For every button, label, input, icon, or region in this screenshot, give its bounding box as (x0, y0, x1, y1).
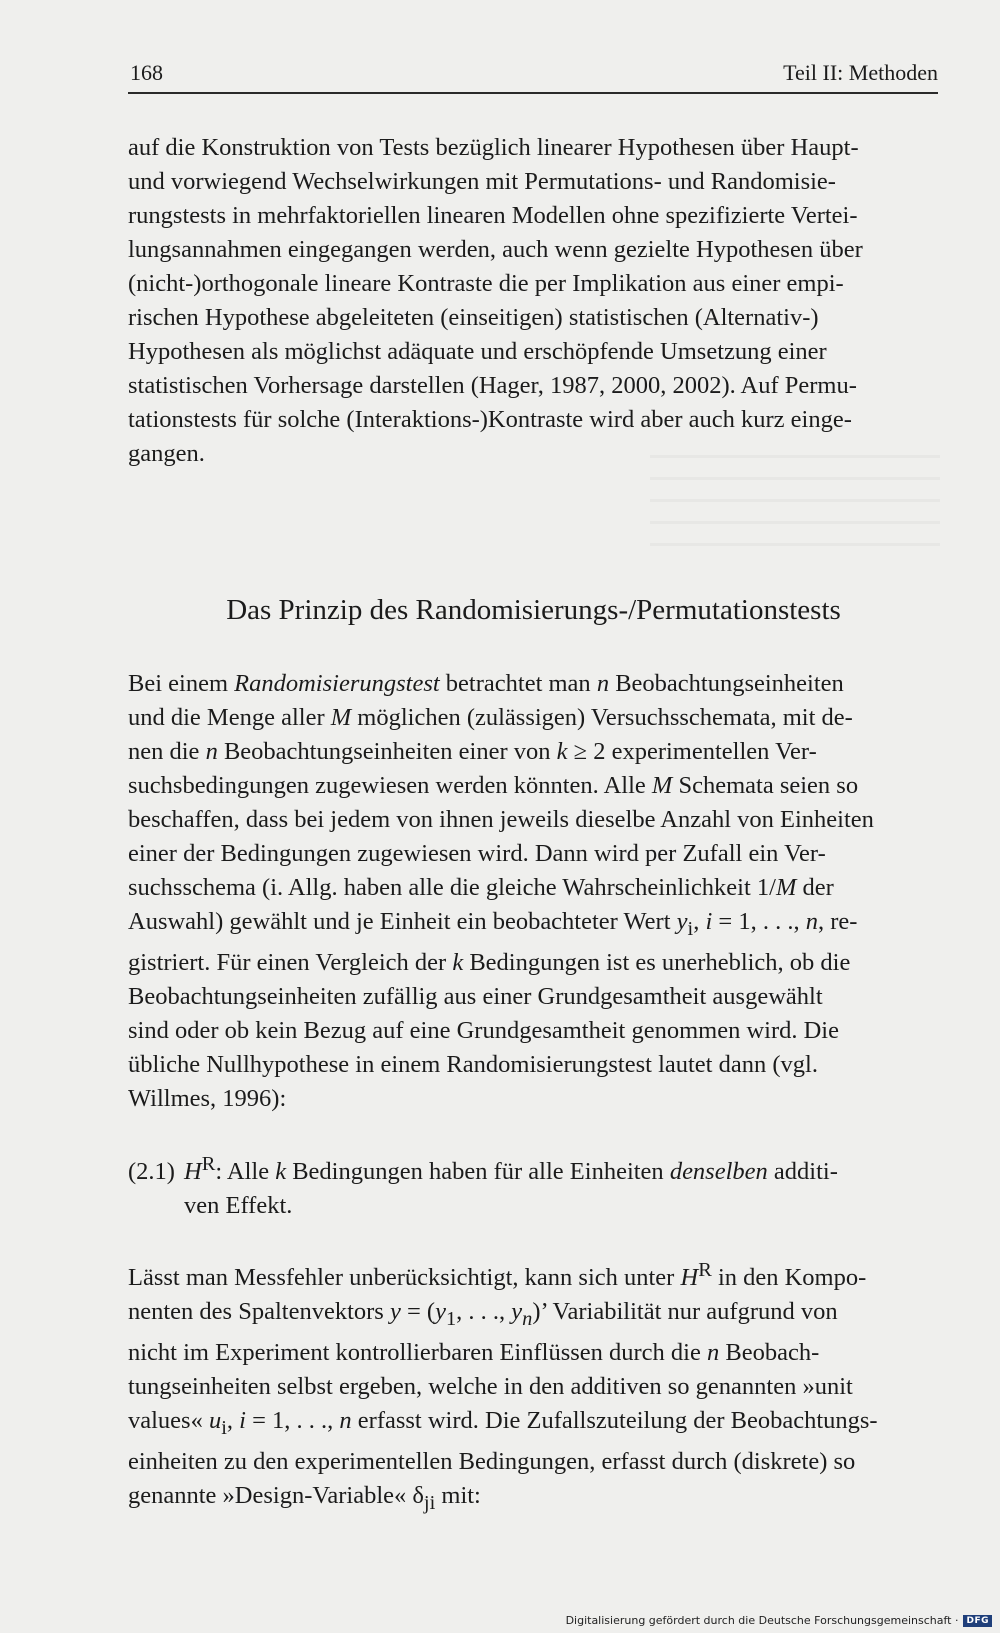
text-line: und vorwiegend Wechselwirkungen mit Permutations- und Randomisie- (128, 168, 836, 195)
text-line: rischen Hypothese abgeleiteten (einseitigen) statistischen (Alternativ-) (128, 304, 819, 331)
text-line: beschaffen, dass bei jedem von ihnen jeweils dieselbe Anzahl von Einheiten (128, 806, 874, 833)
text-line: Bei einem Randomisierungstest betrachtet man n Beobachtungseinheiten (128, 670, 844, 697)
text-line: Beobachtungseinheiten zufällig aus einer Grundgesamtheit ausgewählt (128, 982, 823, 1010)
footer-text: Digitalisierung gefördert durch die Deutsche Forschungsgemeinschaft · (565, 1614, 959, 1627)
text-line: lungsannahmen eingegangen werden, auch wenn gezielte Hypothesen über (128, 236, 863, 263)
formula-line: ven Effekt. (184, 1192, 293, 1220)
dfg-logo: DFG (963, 1615, 992, 1627)
text-line: suchsschema (i. Allg. haben alle die gleiche Wahrscheinlichkeit 1/M der (128, 874, 834, 901)
text-line: suchsbedingungen zugewiesen werden könnten. Alle M Schemata seien so (128, 772, 859, 799)
text-line: tationstests für solche (Interaktions-)Kontraste wird aber auch kurz einge- (128, 406, 852, 433)
formula-line: (2.1) $H^R$: Alle k Bedingungen haben für alle Einheiten denselben additi- (128, 1147, 939, 1189)
section-heading: Das Prinzip des Randomisierungs-/Permutationstests (226, 594, 841, 626)
running-head (130, 58, 938, 88)
paragraph-intro (128, 131, 939, 471)
hypothesis-formula (128, 1147, 939, 1223)
text-line: Auswahl) gewählt und je Einheit ein beobachteter Wert $y_i$, i = 1, . . ., n, re- (128, 908, 858, 940)
text-line: auf die Konstruktion von Tests bezüglich linearer Hypothesen über Haupt- (128, 134, 859, 161)
text-line: nenten des Spaltenvektors $y = (y_1$, . . ., $y_n$)’ Variabilität nur aufgrund von (128, 1298, 838, 1331)
text-line: tungseinheiten selbst ergeben, welche in den additiven so genannten »unit (128, 1373, 853, 1401)
text-line: genannte »Design-Variable« $\delta_{ji}$ mit: (128, 1481, 481, 1514)
paragraph-unit-values (128, 1253, 939, 1520)
paragraph-randomization (128, 667, 939, 1116)
text-line: Lässt man Messfehler unberücksichtigt, kann sich unter $H^R$ in den Kompo- (128, 1259, 867, 1292)
section-title: Teil II: Methoden (783, 60, 938, 85)
text-line: Willmes, 1996): (128, 1084, 287, 1112)
text-line: und die Menge aller M möglichen (zulässigen) Versuchsschemata, mit de- (128, 704, 853, 731)
text-line: sind oder ob kein Bezug auf eine Grundgesamtheit genommen wird. Die (128, 1016, 839, 1044)
text-line: übliche Nullhypothese in einem Randomisierungstest lautet dann (vgl. (128, 1050, 818, 1078)
text-line: nicht im Experiment kontrollierbaren Einflüssen durch die n Beobach- (128, 1339, 820, 1367)
text-line: (nicht-)orthogonale lineare Kontraste die per Implikation aus einer empi- (128, 270, 844, 297)
formula-number: (2.1) (128, 1158, 175, 1186)
digitization-footer (566, 1614, 992, 1627)
text-line: statistischen Vorhersage darstellen (Hager, 1987, 2000, 2002). Auf Permu- (128, 372, 857, 399)
text-line: einer der Bedingungen zugewiesen wird. Dann wird per Zufall ein Ver- (128, 840, 826, 867)
text-line: nen die n Beobachtungseinheiten einer von k ≥ 2 experimentellen Ver- (128, 738, 817, 765)
page-number: 168 (130, 60, 163, 85)
text-line: gangen. (128, 440, 205, 467)
text-line: values« $u_i$, i = 1, . . ., n erfasst wird. Die Zufallszuteilung der Beobachtungs- (128, 1407, 878, 1439)
text-line: Hypothesen als möglichst adäquate und erschöpfende Umsetzung einer (128, 338, 827, 365)
text-line: gistriert. Für einen Vergleich der k Bedingungen ist es unerheblich, ob die (128, 948, 851, 976)
text-line: rungstests in mehrfaktoriellen linearen Modellen ohne spezifizierte Vertei- (128, 202, 858, 229)
header-rule (128, 92, 938, 94)
text-line: einheiten zu den experimentellen Bedingungen, erfasst durch (diskrete) so (128, 1447, 856, 1475)
